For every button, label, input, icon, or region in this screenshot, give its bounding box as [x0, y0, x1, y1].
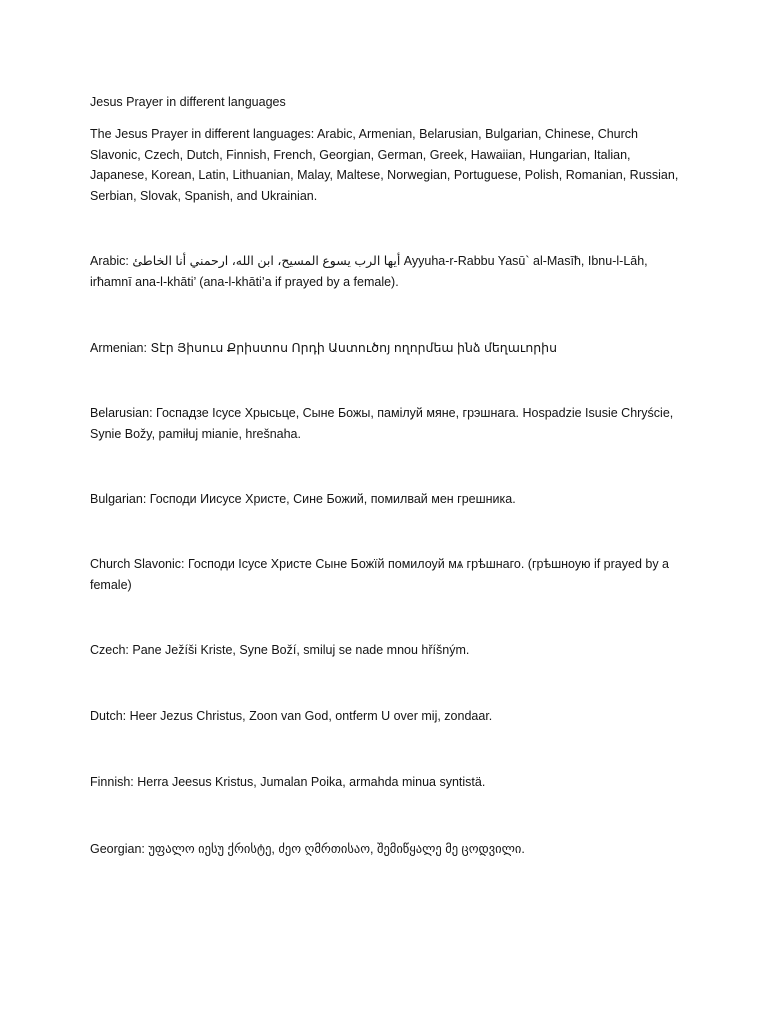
- entry-label: Church Slavonic:: [90, 557, 185, 571]
- entry-armenian: [90, 338, 685, 359]
- entry-label: Finnish:: [90, 775, 134, 789]
- entry-georgian: [90, 839, 685, 860]
- entry-czech: [90, 640, 685, 661]
- entry-text: Pane Ježíši Kriste, Syne Boží, smiluj se nade mnou hříšným.: [128, 643, 470, 657]
- entry-text: Heer Jezus Christus, Zoon van God, ontferm U over mij, zondaar.: [126, 709, 493, 723]
- entry-finnish: [90, 772, 685, 793]
- entry-label: Arabic:: [90, 254, 129, 268]
- entry-text: Госпадзе Ісусе Хрысьце, Сыне Божы, памілуй мяне, грэшнага. Hospadzie Isusie Chryście, Synie Božy, pamiłuj mianie, hrešnaha.: [90, 406, 674, 441]
- entry-label: Czech:: [90, 643, 129, 657]
- document-title: Jesus Prayer in different languages: [90, 95, 286, 109]
- entry-belarusian: [90, 403, 685, 445]
- entry-arabic: [90, 251, 685, 293]
- entry-label: Dutch:: [90, 709, 127, 723]
- entry-text: Herra Jeesus Kristus, Jumalan Poika, armahda minua syntistä.: [133, 775, 486, 789]
- entry-bulgarian: [90, 489, 685, 510]
- entry-text: Տէր Յիսուս Քրիստոս Որդի Աստուծոյ ողորմեա ինձ մեղաւորիս: [146, 341, 558, 355]
- entry-text: أيها الرب يسوع المسيح، ابن الله، ارحمني أنا الخاطئ Ayyuha-r-Rabbu Yasū` al-Masīħ, Ibnu-l-Lāh, irħamnī ana-l-khāti’ (ana-l-khāti’a if prayed by a female).: [90, 254, 648, 289]
- entry-label: Belarusian:: [90, 406, 153, 420]
- entry-text: Господи Ісусе Христе Сыне Божїй помилоуй мѧ грѣшнаго. (грѣшноую if prayed by a female): [90, 557, 670, 592]
- intro-paragraph: The Jesus Prayer in different languages: Arabic, Armenian, Belarusian, Bulgarian, Chinese, Church Slavonic, Czech, Dutch, Finnish, French, Georgian, German, Greek, Hawaiian, Hungarian, Italian, Japanese, Korean, Latin, Lithuanian, Malay, Maltese, Norwegian, Portuguese, Polish, Romanian, Russian, Serbian, Slovak, Spanish, and Ukrainian.: [90, 127, 679, 203]
- entry-text: უფალო იესუ ქრისტე, ძეო ღმრთისაო, შემიწყალე მე ცოდვილი.: [144, 842, 525, 856]
- entry-label: Armenian:: [90, 341, 147, 355]
- entry-text: Господи Иисусе Христе, Сине Божий, помилвай мен грешника.: [146, 492, 516, 506]
- entry-dutch: [90, 706, 685, 727]
- entry-label: Bulgarian:: [90, 492, 147, 506]
- entry-church-slavonic: [90, 554, 685, 596]
- entry-label: Georgian:: [90, 842, 145, 856]
